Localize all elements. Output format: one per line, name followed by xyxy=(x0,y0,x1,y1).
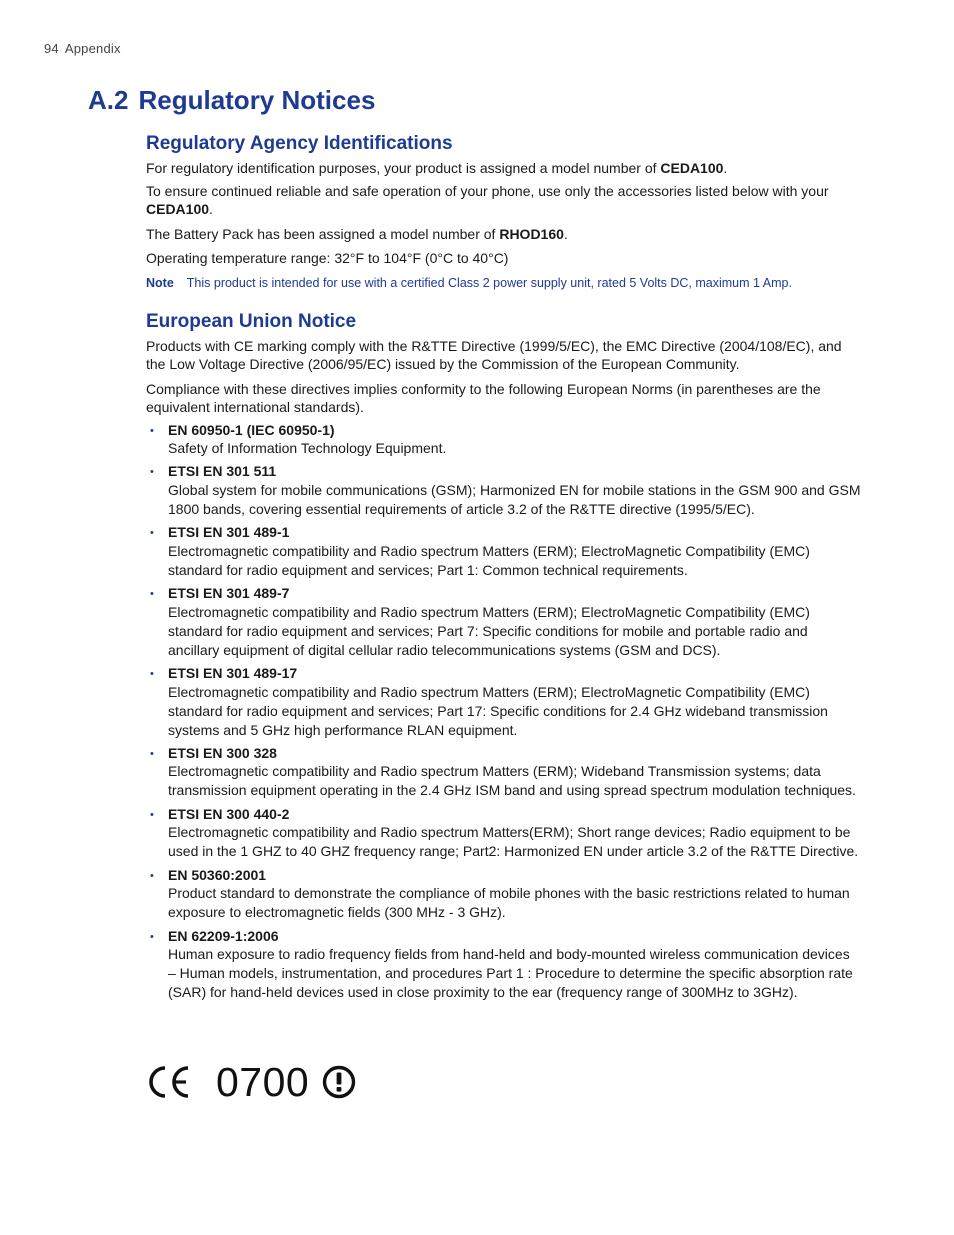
bullet-icon: • xyxy=(150,668,154,681)
agency-paragraph-accessories xyxy=(146,182,861,219)
page-header xyxy=(44,41,121,56)
bullet-icon: • xyxy=(150,527,154,540)
page-content xyxy=(88,84,861,1007)
battery-model-number: RHOD160 xyxy=(499,225,564,242)
bullet-icon: • xyxy=(150,869,154,882)
list-item xyxy=(146,664,861,740)
text-run: . xyxy=(563,225,568,242)
norm-description: Electromagnetic compatibility and Radio spectrum Matters (ERM); Wideband Transmission systems; data transmission equipment operating in the 2.4 GHz ISM band and using spread spectrum modulation techniques. xyxy=(168,763,856,799)
bullet-icon: • xyxy=(150,588,154,601)
alert-circle-icon xyxy=(322,1065,356,1099)
norm-description: Electromagnetic compatibility and Radio spectrum Matters (ERM); ElectroMagnetic Compatibility (EMC) standard for radio equipment and services; Part 7: Specific conditions for mobile and portable radio and ancillary equipment of digital cellular radio telecommunications systems (GSM and DCS). xyxy=(168,603,810,658)
list-item xyxy=(146,462,861,519)
norm-description: Safety of Information Technology Equipment. xyxy=(168,440,447,456)
norm-description: Global system for mobile communications (GSM); Harmonized EN for mobile stations in the GSM 900 and GSM 1800 bands, covering essential requirements of article 3.2 of the R&TTE directive (1995/5/EC). xyxy=(168,481,861,517)
list-item xyxy=(146,744,861,801)
agency-paragraph-battery xyxy=(146,225,861,244)
norm-description: Electromagnetic compatibility and Radio spectrum Matters (ERM); ElectroMagnetic Compatibility (EMC) standard for radio equipment and services; Part 1: Common technical requirements. xyxy=(168,542,810,578)
section-number: A.2 xyxy=(88,85,129,115)
norm-description: Electromagnetic compatibility and Radio spectrum Matters (ERM); ElectroMagnetic Compatibility (EMC) standard for radio equipment and services; Part 17: Specific conditions for 2.4 GHz wideband transmission systems and 5 GHz high performance RLAN equipment. xyxy=(168,683,828,738)
norm-code: ETSI EN 301 489-7 xyxy=(168,585,290,602)
compliance-marks xyxy=(146,1060,356,1104)
list-item xyxy=(146,523,861,580)
list-item xyxy=(146,421,861,459)
text-run: The Battery Pack has been assigned a model number of xyxy=(146,225,500,242)
eu-heading: European Union Notice xyxy=(146,310,357,332)
list-item xyxy=(146,866,861,923)
list-item xyxy=(146,927,861,1003)
section-title-text: Regulatory Notices xyxy=(138,85,376,115)
section-title xyxy=(88,84,861,120)
text-run: For regulatory identification purposes, your product is assigned a model number of xyxy=(146,160,661,176)
norm-code: EN 62209-1:2006 xyxy=(168,927,279,944)
norm-code: ETSI EN 301 489-17 xyxy=(168,665,298,682)
list-item xyxy=(146,805,861,862)
agency-paragraph-model xyxy=(146,159,861,178)
list-item xyxy=(146,584,861,660)
eu-paragraph-compliance: Compliance with these directives implies conformity to the following European Norms (in parentheses are the equivalent international standards). xyxy=(146,380,821,415)
model-number: CEDA100 xyxy=(146,201,210,217)
bullet-icon: • xyxy=(150,747,154,760)
norm-description: Electromagnetic compatibility and Radio spectrum Matters(ERM); Short range devices; Radio equipment to be used in the 1 GHZ to 40 GHZ frequency range; Part2: Harmonized EN under article 3.2 of the R&TTE Directive. xyxy=(168,824,859,860)
note-label: Note xyxy=(146,275,174,290)
norm-code: ETSI EN 301 489-1 xyxy=(168,524,290,541)
text-run: . xyxy=(723,160,728,176)
agency-heading: Regulatory Agency Identifications xyxy=(146,133,453,154)
eu-paragraph-directives: Products with CE marking comply with the R&TTE Directive (1999/5/EC), the EMC Directive (2004/108/EC), and the Low Voltage Directive (2006/95/EC) issued by the Commission of the European Community. xyxy=(146,337,842,372)
norm-description: Product standard to demonstrate the compliance of mobile phones with the basic restrictions related to human exposure to electromagnetic fields (300 MHz - 3 GHz). xyxy=(168,885,850,921)
bullet-icon: • xyxy=(150,930,154,943)
model-number: CEDA100 xyxy=(660,160,724,176)
bullet-icon: • xyxy=(150,808,154,821)
ce-mark-icon xyxy=(146,1064,192,1100)
text-run: To ensure continued reliable and safe operation of your phone, use only the accessories listed below with your xyxy=(146,182,829,199)
norm-code: EN 60950-1 (IEC 60950-1) xyxy=(168,421,335,438)
agency-paragraph-temperature: Operating temperature range: 32°F to 104°F (0°C to 40°C) xyxy=(146,250,509,266)
running-section: Appendix xyxy=(64,41,121,56)
norm-code: ETSI EN 301 511 xyxy=(168,463,277,480)
norm-description: Human exposure to radio frequency fields from hand-held and body-mounted wireless communication devices – Human models, instrumentation, and procedures Part 1 : Procedure to determine the specific absorption rate (SAR) for hand-held devices used in close proximity to the ear (frequency range of 300MHz to 3GHz). xyxy=(168,946,853,1001)
bullet-icon: • xyxy=(150,424,154,437)
bullet-icon: • xyxy=(150,466,154,479)
norm-code: ETSI EN 300 328 xyxy=(168,744,277,761)
text-run: . xyxy=(209,201,213,217)
european-norms-list xyxy=(146,421,861,1003)
norm-code: EN 50360:2001 xyxy=(168,866,267,883)
note-text: This product is intended for use with a certified Class 2 power supply unit, rated 5 Volts DC, maximum 1 Amp. xyxy=(186,275,792,290)
power-supply-note xyxy=(146,274,861,292)
page-number: 94 xyxy=(44,41,59,56)
notified-body-number: 0700 xyxy=(216,1059,310,1105)
norm-code: ETSI EN 300 440-2 xyxy=(168,805,290,822)
